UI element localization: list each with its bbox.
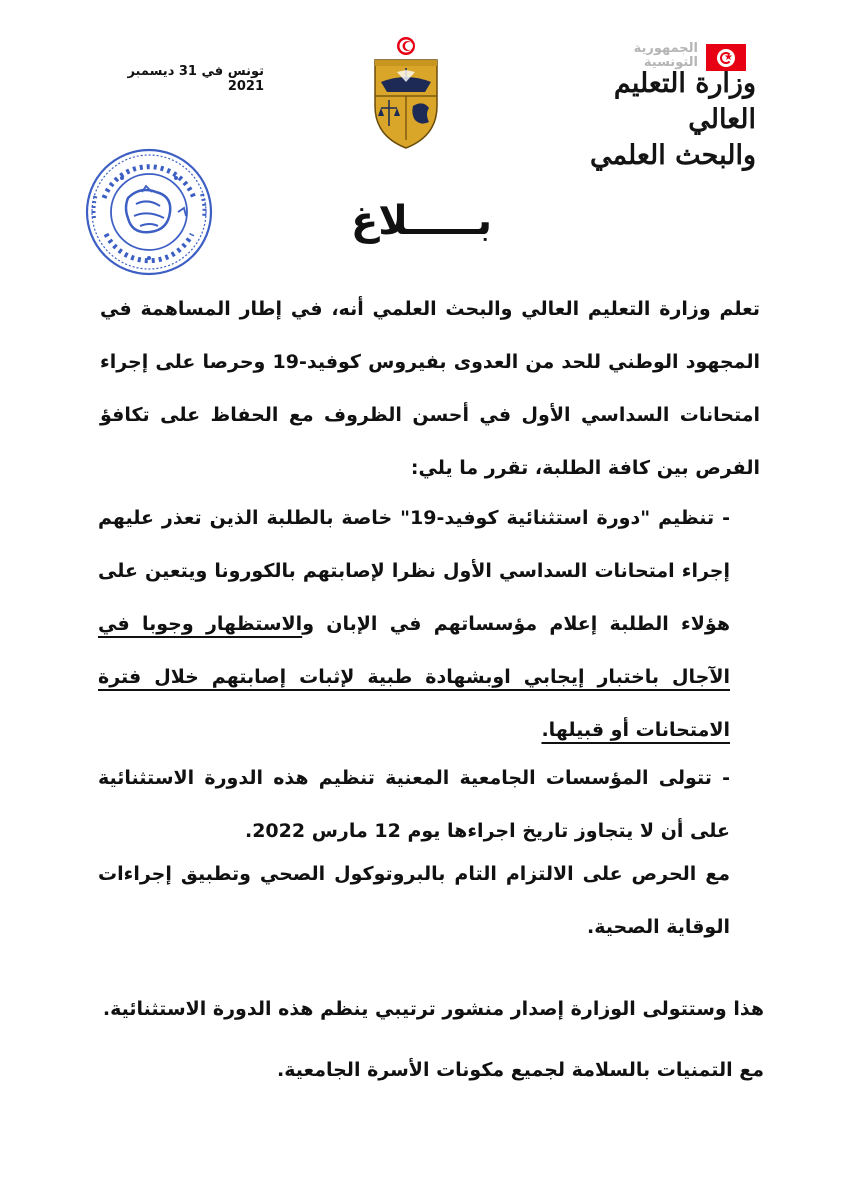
bullet-item-1 xyxy=(98,492,730,757)
coat-of-arms-emblem xyxy=(367,36,445,150)
bullet-1-underlined-text: الاستظهار وجوبا في الآجال باختبار إيجابي اوبشهادة طبية لإثبات إصابتهم خلال فترة الامتحانات أو قبيلها. xyxy=(98,613,730,741)
closing-line-1: هذا وستتولى الوزارة إصدار منشور ترتيبي ينظم هذه الدورة الاستثنائية. xyxy=(102,998,764,1020)
bullet-dash: - xyxy=(722,767,730,789)
bullet-item-2 xyxy=(98,752,730,858)
health-protocol-paragraph: مع الحرص على الالتزام التام بالبروتوكول الصحي وتطبيق إجراءات الوقاية الصحية. xyxy=(98,863,730,938)
ministry-line-2: والبحث العلمي xyxy=(589,140,756,171)
ministry-name xyxy=(540,66,756,174)
bullet-2-text: تتولى المؤسسات الجامعية المعنية تنظيم هذه الدورة الاستثنائية على أن لا يتجاوز تاريخ اجراءها يوم 12 مارس 2022. xyxy=(98,767,730,842)
official-stamp xyxy=(82,146,216,278)
bullet-1-text: تنظيم "دورة استثنائية كوفيد-19" خاصة بالطلبة الذين تعذر عليهم إجراء امتحانات السداسي الأول نظرا لإصابتهم بالكورونا ويتعين على هؤلاء الطلبة إعلام مؤسساتهم في الإبان و xyxy=(98,507,730,635)
bullet-dash: - xyxy=(722,507,731,529)
republic-label: الجمهورية التونسية xyxy=(633,41,698,70)
document-title: بـــــلاغ xyxy=(350,198,493,244)
ministry-line-1: وزارة التعليم العالي xyxy=(613,68,756,135)
document-date: تونس في 31 ديسمبر 2021 xyxy=(127,64,264,94)
intro-paragraph: تعلم وزارة التعليم العالي والبحث العلمي أنه، في إطار المساهمة في المجهود الوطني للحد من العدوى بفيروس كوفيد-19 وحرصا على إجراء امتحانات السداسي الأول في أحسن الظروف مع الحفاظ على تكافؤ الفرص بين كافة الطلبة، تقرر ما يلي: xyxy=(100,298,761,479)
closing-line-2: مع التمنيات بالسلامة لجميع مكونات الأسرة الجامعية. xyxy=(277,1059,764,1081)
